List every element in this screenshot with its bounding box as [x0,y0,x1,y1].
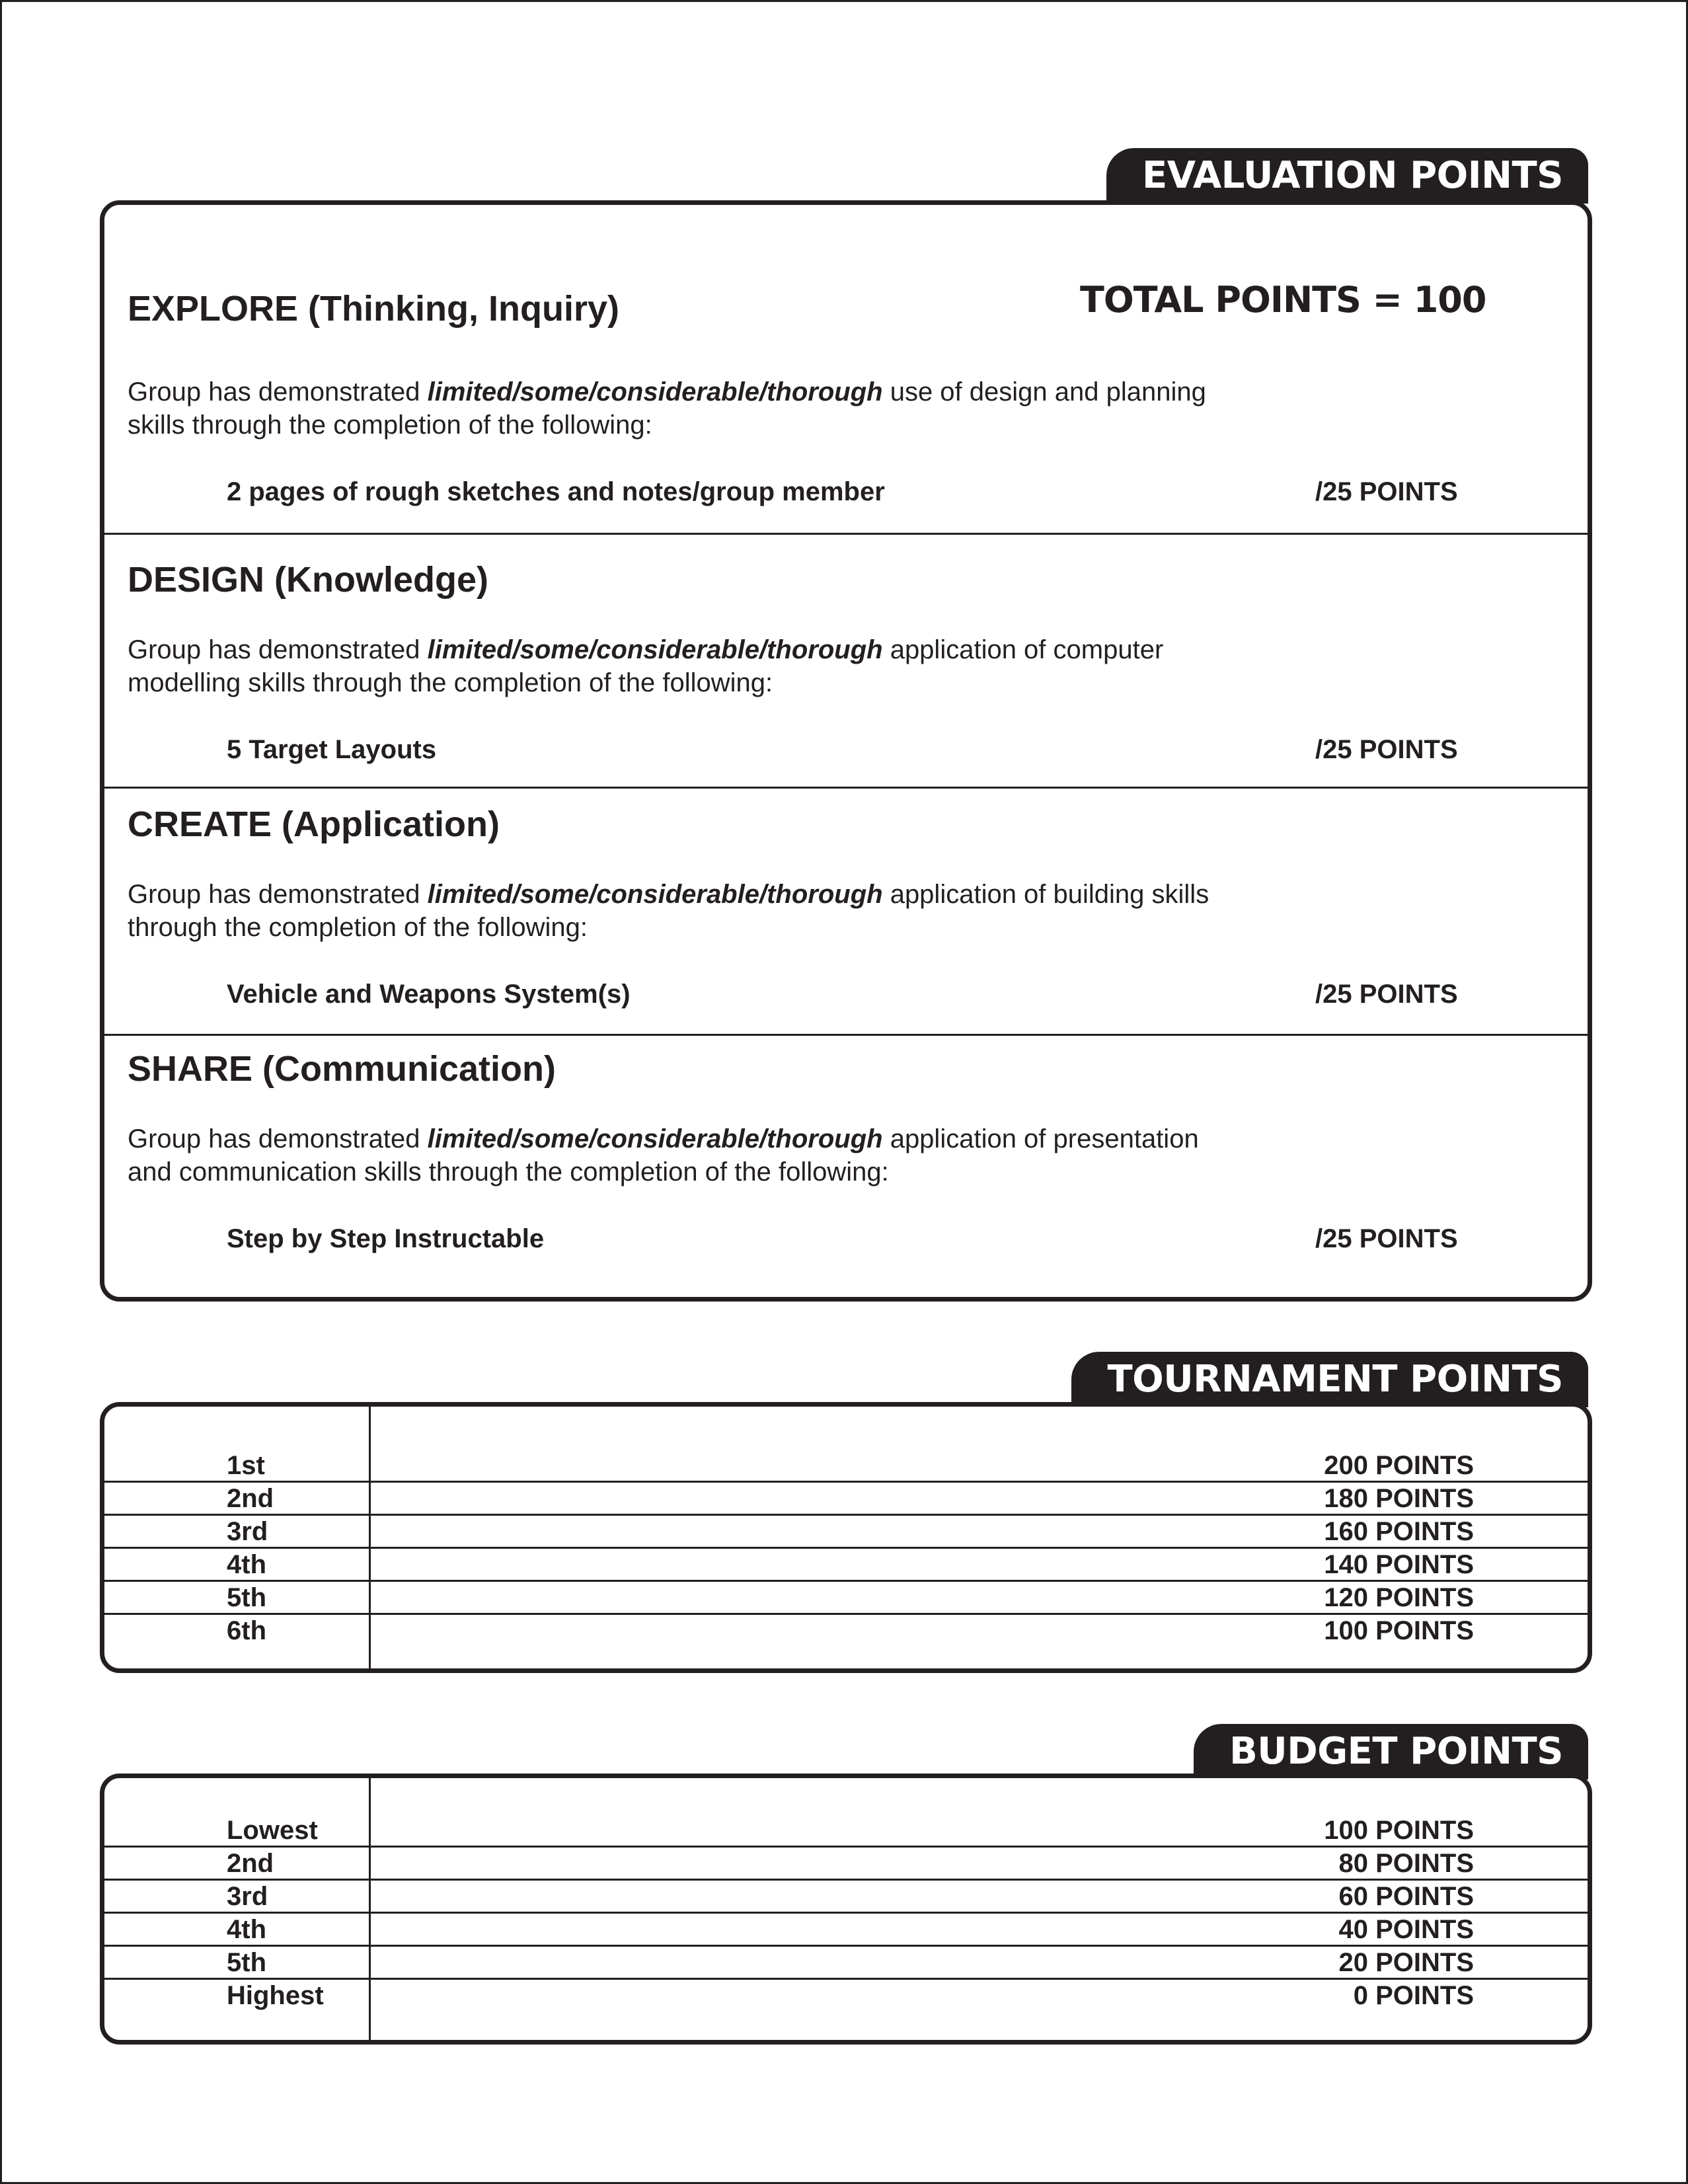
explore-item: 2 pages of rough sketches and notes/group member [227,477,885,506]
create-description: Group has demonstrated limited/some/considerable/thorough application of building skills through the completion of the following: [128,880,1209,942]
budget-rank: 5th [227,1948,266,1977]
divider [104,533,1588,535]
tournament-points: 160 POINTS [1324,1517,1474,1546]
budget-rank: 3rd [227,1882,268,1911]
budget-rank: 2nd [227,1849,274,1878]
column-divider [369,1407,371,1668]
budget-rank: 4th [227,1915,266,1944]
share-description: Group has demonstrated limited/some/considerable/thorough application of presentation and communication skills through the completion of the following: [128,1124,1199,1187]
tournament-rank: 3rd [227,1517,268,1546]
budget-points: 40 POINTS [1338,1915,1474,1944]
tournament-rank: 1st [227,1451,265,1480]
budget-points-box [100,1774,1592,2045]
tournament-points: 100 POINTS [1324,1616,1474,1645]
share-points: /25 POINTS [1315,1224,1458,1253]
tournament-rank: 2nd [227,1484,274,1513]
create-item: Vehicle and Weapons System(s) [227,980,631,1009]
design-title: DESIGN (Knowledge) [128,560,489,600]
evaluation-points-tab: EVALUATION POINTS [1106,148,1588,204]
budget-points: 80 POINTS [1338,1849,1474,1878]
explore-description: Group has demonstrated limited/some/considerable/thorough use of design and planning skills through the completion of the following: [128,377,1206,440]
tournament-rank: 4th [227,1550,266,1579]
divider [104,787,1588,789]
budget-points: 60 POINTS [1338,1882,1474,1911]
tournament-points-tab: TOURNAMENT POINTS [1071,1352,1588,1407]
explore-title: EXPLORE (Thinking, Inquiry) [128,289,620,329]
tournament-points-box [100,1402,1592,1673]
divider [104,1034,1588,1036]
budget-points: 100 POINTS [1324,1816,1474,1845]
share-item: Step by Step Instructable [227,1224,545,1253]
explore-points: /25 POINTS [1315,477,1458,506]
tournament-points: 180 POINTS [1324,1484,1474,1513]
tournament-rank: 5th [227,1583,266,1612]
create-points: /25 POINTS [1315,980,1458,1009]
create-title: CREATE (Application) [128,804,500,844]
total-points: TOTAL POINTS = 100 [1080,279,1486,321]
budget-points-tab: BUDGET POINTS [1194,1724,1588,1779]
evaluation-points-box [100,200,1592,1302]
tournament-points: 120 POINTS [1324,1583,1474,1612]
tournament-points: 140 POINTS [1324,1550,1474,1579]
budget-rank: Lowest [227,1816,318,1845]
share-title: SHARE (Communication) [128,1049,556,1089]
budget-rank: Highest [227,1981,324,2010]
design-item: 5 Target Layouts [227,735,437,764]
tournament-points: 200 POINTS [1324,1451,1474,1480]
design-points: /25 POINTS [1315,735,1458,764]
budget-points: 20 POINTS [1338,1948,1474,1977]
budget-points: 0 POINTS [1353,1981,1474,2010]
design-description: Group has demonstrated limited/some/considerable/thorough application of computer modelling skills through the completion of the following: [128,635,1164,697]
column-divider [369,1778,371,2040]
tournament-rank: 6th [227,1616,266,1645]
